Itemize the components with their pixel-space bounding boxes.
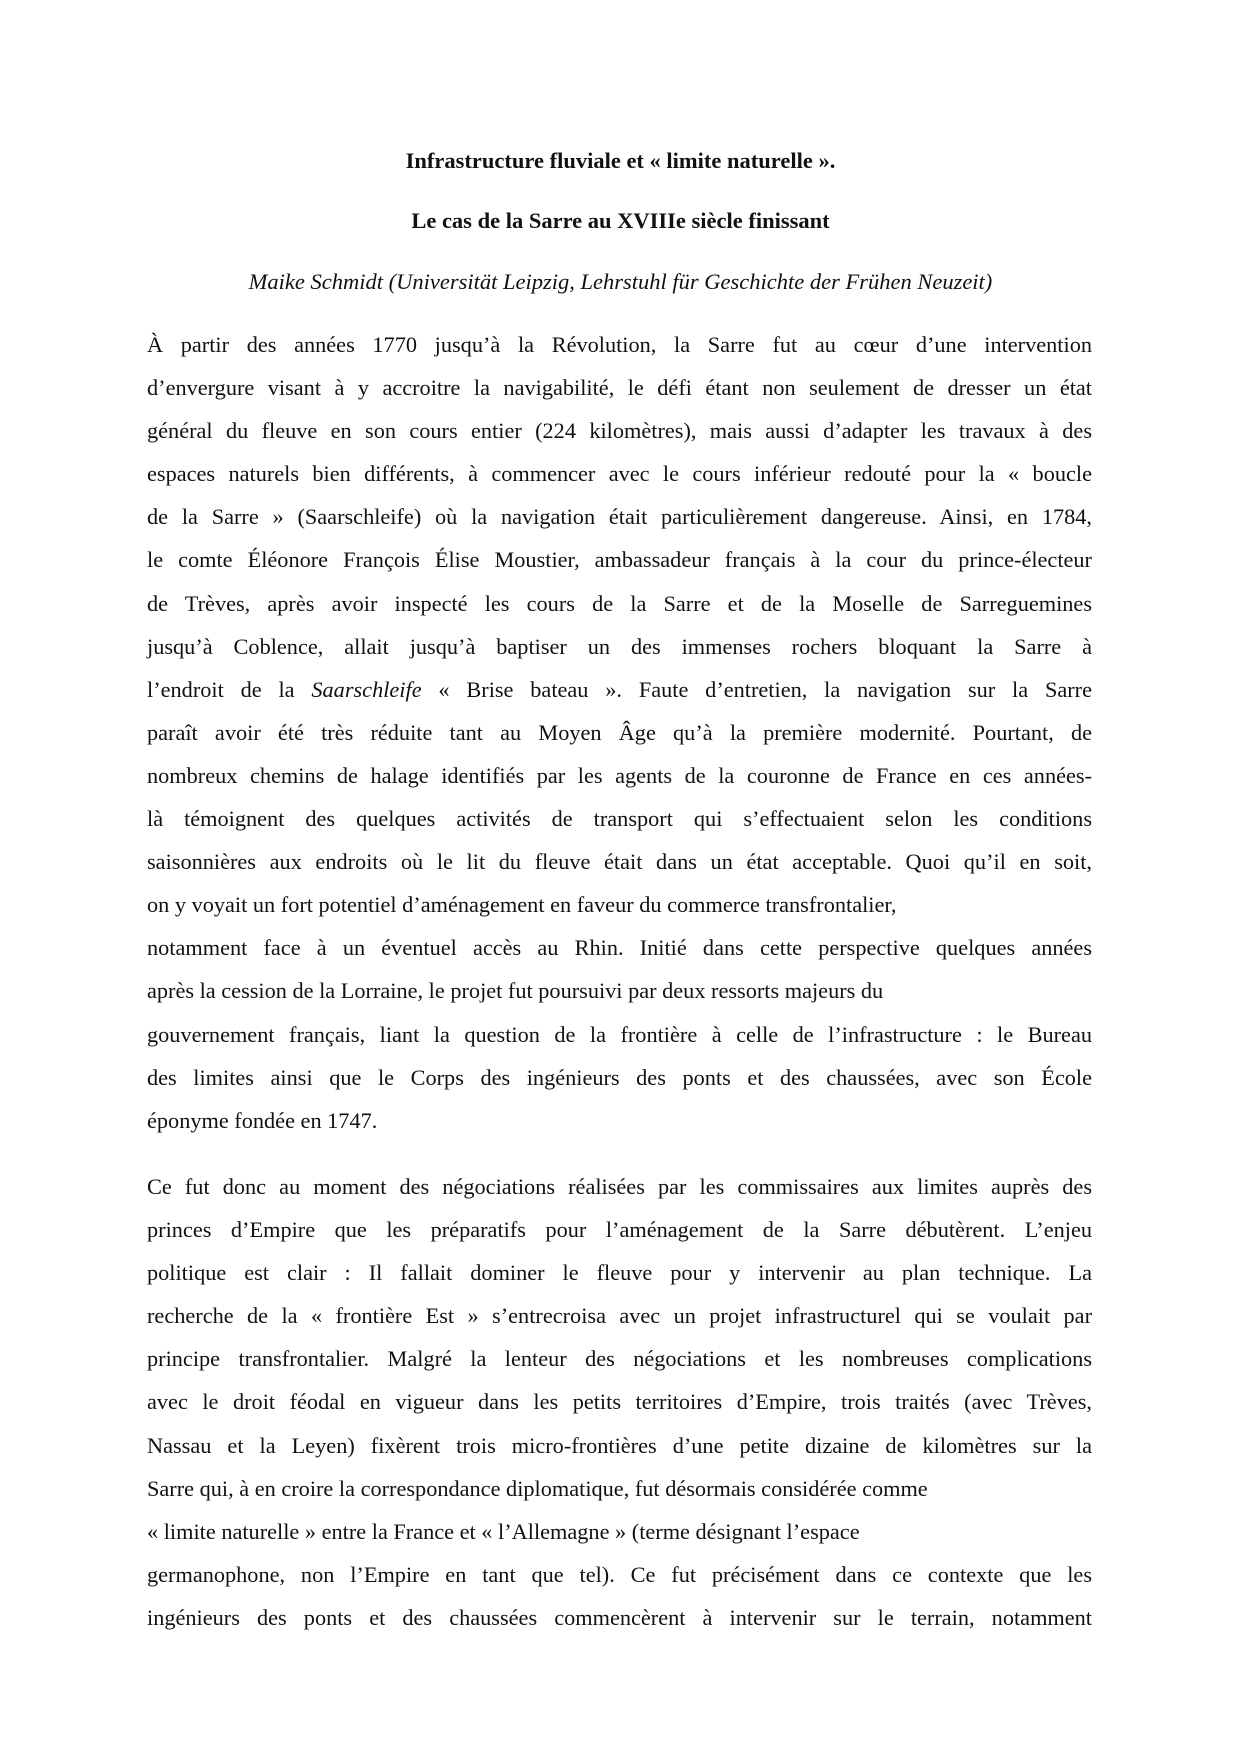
paragraph-line: principe transfrontalier. Malgré la lenteur des négociations et les nombreuses complications [147,1346,1092,1372]
paragraph-line: Nassau et la Leyen) fixèrent trois micro-frontières d’une petite dizaine de kilomètres sur la [147,1432,1092,1458]
paragraph-line: d’envergure visant à y accroitre la navigabilité, le défi étant non seulement de dresser un état [147,375,1092,401]
paragraph-line: À partir des années 1770 jusqu’à la Révolution, la Sarre fut au cœur d’une intervention [147,332,1092,357]
paragraph-line: général du fleuve en son cours entier (224 kilomètres), mais aussi d’adapter les travaux à des [147,418,1092,444]
author-affiliation: Maike Schmidt (Universität Leipzig, Lehrstuhl für Geschichte der Frühen Neuzeit) [248,269,993,294]
paragraph-line: de la Sarre » (Saarschleife) où la navigation était particulièrement dangereuse. Ainsi, en 1784, [147,504,1092,530]
document-title: Infrastructure fluviale et « limite naturelle ». [405,148,836,173]
document-subtitle: Le cas de la Sarre au XVIIIe siècle finissant [411,208,830,233]
paragraph-line [147,668,1092,711]
italic-term: Saarschleife [311,676,422,702]
paragraph-line: politique est clair : Il fallait dominer le fleuve pour y intervenir au plan technique. La [147,1260,1092,1286]
paragraph-line: princes d’Empire que les préparatifs pour l’aménagement de la Sarre débutèrent. L’enjeu [147,1217,1092,1243]
paragraph-line: recherche de la « frontière Est » s’entrecroisa avec un projet infrastructurel qui se voulait par [147,1303,1092,1329]
paragraph-line: paraît avoir été très réduite tant au Moyen Âge qu’à la première modernité. Pourtant, de [147,719,1092,745]
paragraph-line: ingénieurs des ponts et des chaussées commencèrent à intervenir sur le terrain, notamment [147,1604,1092,1630]
paragraph-line: Sarre qui, à en croire la correspondance diplomatique, fut désormais considérée comme [147,1475,928,1501]
paragraph-1 [147,323,1092,1142]
paragraph-line: éponyme fondée en 1747. [147,1107,378,1133]
paragraph-line: jusqu’à Coblence, allait jusqu’à baptiser un des immenses rochers bloquant la Sarre à [147,633,1092,659]
paragraph-line: après la cession de la Lorraine, le projet fut poursuivi par deux ressorts majeurs du [147,978,884,1004]
paragraph-line: nombreux chemins de halage identifiés par les agents de la couronne de France en ces années- [147,762,1092,788]
paragraph-line: de Trèves, après avoir inspecté les cours de la Sarre et de la Moselle de Sarreguemines [147,590,1092,616]
line-text: l’endroit de la [147,676,312,702]
paragraph-line: avec le droit féodal en vigueur dans les petits territoires d’Empire, trois traités (avec Trèves, [147,1389,1092,1415]
paragraph-line: notamment face à un éventuel accès au Rhin. Initié dans cette perspective quelques années [147,935,1092,961]
paragraph-line: germanophone, non l’Empire en tant que tel). Ce fut précisément dans ce contexte que les [147,1561,1092,1587]
paragraph-line: saisonnières aux endroits où le lit du fleuve était dans un état acceptable. Quoi qu’il en soit, [147,849,1092,875]
paragraph-line: gouvernement français, liant la question de la frontière à celle de l’infrastructure : le Bureau [147,1021,1092,1047]
paragraph-line: espaces naturels bien différents, à commencer avec le cours inférieur redouté pour la « boucle [147,461,1092,487]
paragraph-line: le comte Éléonore François Élise Moustier, ambassadeur français à la cour du prince-électeur [147,547,1092,573]
paragraph-line: là témoignent des quelques activités de transport qui s’effectuaient selon les conditions [147,806,1092,832]
paragraph-line: des limites ainsi que le Corps des ingénieurs des ponts et des chaussées, avec son École [147,1064,1092,1090]
line-text: « Brise bateau ». Faute d’entretien, la navigation sur la Sarre [421,676,1092,702]
paragraph-2 [147,1165,1092,1639]
paragraph-line: on y voyait un fort potentiel d’aménagement en faveur du commerce transfrontalier, [147,892,897,918]
paragraph-line: Ce fut donc au moment des négociations réalisées par les commissaires aux limites auprès des [147,1174,1092,1199]
paragraph-line: « limite naturelle » entre la France et « l’Allemagne » (terme désignant l’espace [147,1518,860,1544]
